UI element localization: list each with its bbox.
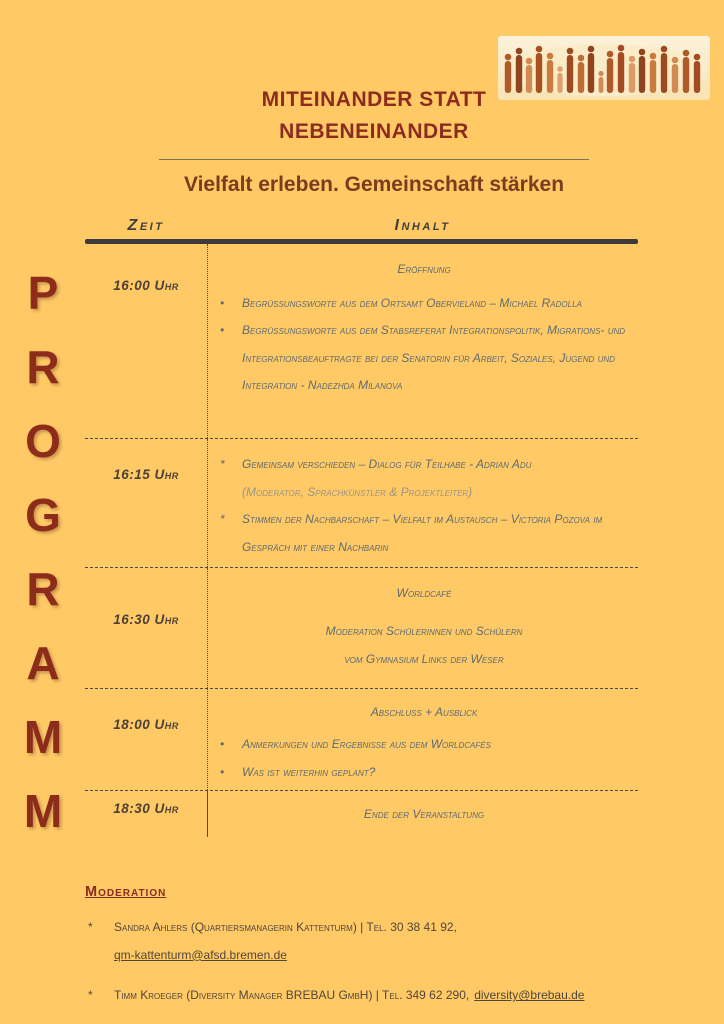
side-label-letter: R <box>26 341 60 393</box>
session-heading: Eröffnung <box>397 262 451 276</box>
bullet-text: Begrüßungsworte aus dem Ortsamt Obervieland – Michael Radolla <box>242 295 582 310</box>
bullet-item <box>220 731 628 759</box>
bullet-item <box>220 451 628 506</box>
table-row-1800 <box>85 689 638 791</box>
bullet-text <box>242 451 628 506</box>
title-line-2: NEBENEINANDER <box>279 119 469 143</box>
session-heading: Ende der Veranstaltung <box>363 807 485 822</box>
time-cell: 18:00 Uhr <box>113 717 179 733</box>
side-label-letter: M <box>23 785 63 837</box>
table-row-1630 <box>85 568 638 689</box>
moderation-contact: Timm Kroeger (Diversity Manager BREBAU GmbH) | Tel. 349 62 290, <box>114 988 470 1003</box>
bullet-item <box>220 759 628 787</box>
bullet-marker: * <box>220 512 225 527</box>
column-header-inhalt: Inhalt <box>394 217 451 234</box>
header <box>12 0 724 197</box>
moderation-entry-text <box>114 982 685 1010</box>
moderation-entry <box>85 914 685 969</box>
bullet-text: Begrüßungsworte aus dem Stabsreferat Integrationspolitik, Migrations- und Integrationsbeauftragte bei der Senatorin für Arbeit, Soziales, Jugend und Integration - Nadezhda Milanova <box>242 323 626 393</box>
bullet-subtext: (Moderator, Sprachkünstler & Projektleiter) <box>242 484 473 499</box>
side-label-letter: G <box>25 489 61 541</box>
table-row-1830 <box>85 791 638 837</box>
bullet-marker: • <box>220 736 225 751</box>
session-heading: Worldcafé <box>396 586 452 601</box>
table-row-1615 <box>85 439 638 568</box>
title-line-1: MITEINANDER STATT <box>261 88 487 111</box>
bullet-text-main: Gemeinsam verschieden – Dialog für Teilhabe - Adrian Adu <box>242 457 532 471</box>
side-label-letter: P <box>27 267 59 319</box>
bullet-marker: • <box>220 295 225 310</box>
time-cell: 16:30 Uhr <box>113 612 179 628</box>
content-cell <box>207 439 638 567</box>
content-cell <box>207 568 638 688</box>
bullet-marker: • <box>220 323 225 338</box>
table-header <box>85 217 638 235</box>
bullet-marker: * <box>88 988 93 1003</box>
bullet-item <box>220 506 628 561</box>
bullet-item <box>220 290 628 318</box>
email-link[interactable]: diversity@brebau.de <box>474 988 585 1003</box>
column-header-zeit: Zeit <box>127 217 165 234</box>
program-table <box>85 217 638 837</box>
moderation-entry <box>85 982 685 1010</box>
content-cell <box>207 689 638 790</box>
side-label-letter: A <box>26 637 60 689</box>
bullet-marker: * <box>88 920 93 935</box>
bullet-marker: • <box>220 764 225 779</box>
table-row-1600 <box>85 244 638 439</box>
session-line: Moderation Schülerinnen und Schülern <box>325 623 523 638</box>
bullet-text: Anmerkungen und Ergebnisse aus dem Worldcafés <box>242 736 491 751</box>
session-heading: Abschluss + Ausblick <box>370 705 478 720</box>
side-label-letter: R <box>26 563 60 615</box>
bullet-text: Stimmen der Nachbarschaft – Vielfalt im Austausch – Victoria Pozova im Gespräch mit einer Nachbarin <box>242 512 603 554</box>
side-label-programm <box>14 256 72 848</box>
moderation-heading: Moderation <box>85 884 167 901</box>
email-link[interactable]: qm-kattenturm@afsd.bremen.de <box>114 947 287 962</box>
time-cell: 18:30 Uhr <box>113 801 179 817</box>
subtitle: Vielfalt erleben. Gemeinschaft stärken <box>183 173 565 196</box>
side-label-letter: M <box>23 711 63 763</box>
content-cell <box>207 244 638 438</box>
bullet-text: Was ist weiterhin geplant? <box>242 764 376 779</box>
bullet-item <box>220 317 628 400</box>
bullet-marker: * <box>220 457 225 471</box>
moderation-section <box>85 883 685 1010</box>
content-cell <box>207 791 638 837</box>
session-line: vom Gymnasium Links der Weser <box>344 651 504 666</box>
moderation-contact: Sandra Ahlers (Quartiersmanagerin Kattenturm) | Tel. 30 38 41 92, <box>114 920 457 935</box>
time-cell: 16:15 Uhr <box>113 467 179 482</box>
side-label-letter: O <box>25 415 61 467</box>
title-separator <box>159 159 589 160</box>
moderation-entry-text <box>114 914 685 969</box>
time-cell: 16:00 Uhr <box>113 278 179 293</box>
